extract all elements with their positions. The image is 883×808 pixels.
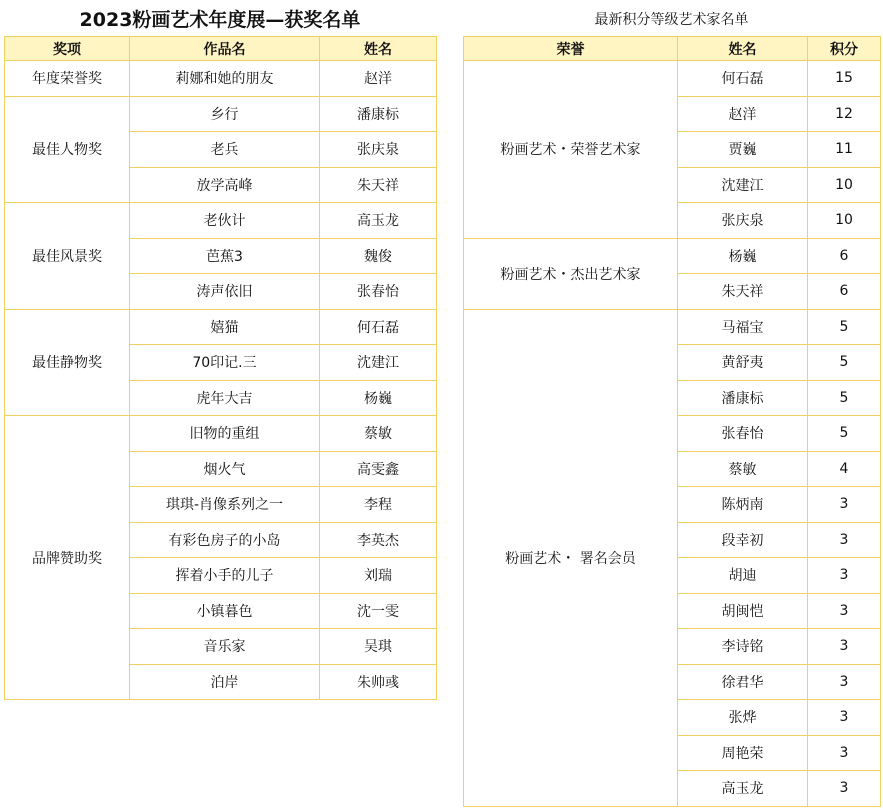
- header-name: 姓名: [320, 37, 437, 61]
- artist-cell: 黄舒夷: [678, 345, 808, 381]
- score-cell: 6: [808, 274, 881, 310]
- artist-cell: 贾巍: [678, 132, 808, 168]
- artist-cell: 张庆泉: [678, 203, 808, 239]
- artist-cell: 沈建江: [678, 167, 808, 203]
- name-cell: 刘瑞: [320, 558, 437, 594]
- score-cell: 10: [808, 167, 881, 203]
- work-cell: 挥着小手的儿子: [130, 558, 320, 594]
- name-cell: 赵洋: [320, 61, 437, 97]
- artist-cell: 徐君华: [678, 664, 808, 700]
- header-artist: 姓名: [678, 37, 808, 61]
- table-row: [5, 96, 437, 132]
- table-row: [5, 61, 437, 97]
- name-cell: 张春怡: [320, 274, 437, 310]
- score-cell: 5: [808, 380, 881, 416]
- score-cell: 4: [808, 451, 881, 487]
- artist-cell: 高玉龙: [678, 771, 808, 807]
- name-cell: 杨巍: [320, 380, 437, 416]
- score-cell: 6: [808, 238, 881, 274]
- score-cell: 5: [808, 345, 881, 381]
- table-row: [464, 238, 881, 274]
- score-cell: 3: [808, 700, 881, 736]
- name-cell: 沈建江: [320, 345, 437, 381]
- name-cell: 蔡敏: [320, 416, 437, 452]
- work-cell: 旧物的重组: [130, 416, 320, 452]
- work-cell: 涛声依旧: [130, 274, 320, 310]
- artist-cell: 胡闽恺: [678, 593, 808, 629]
- awards-header-row: [5, 37, 437, 61]
- score-cell: 5: [808, 416, 881, 452]
- name-cell: 何石磊: [320, 309, 437, 345]
- awards-title: 2023粉画艺术年度展—获奖名单: [79, 9, 361, 31]
- work-cell: 小镇暮色: [130, 593, 320, 629]
- header-work: 作品名: [130, 37, 320, 61]
- work-cell: 放学高峰: [130, 167, 320, 203]
- table-row: [464, 309, 881, 345]
- artist-cell: 张春怡: [678, 416, 808, 452]
- name-cell: 张庆泉: [320, 132, 437, 168]
- artists-table: [463, 36, 881, 807]
- name-cell: 魏俊: [320, 238, 437, 274]
- work-cell: 乡行: [130, 96, 320, 132]
- table-row: [5, 203, 437, 239]
- score-cell: 3: [808, 735, 881, 771]
- award-cell: 最佳风景奖: [5, 203, 130, 310]
- award-cell: 最佳静物奖: [5, 309, 130, 416]
- artist-cell: 陈炳南: [678, 487, 808, 523]
- award-cell: 品牌赞助奖: [5, 416, 130, 700]
- score-cell: 11: [808, 132, 881, 168]
- name-cell: 高雯鑫: [320, 451, 437, 487]
- score-cell: 3: [808, 558, 881, 594]
- awards-table: [4, 36, 437, 700]
- work-cell: 音乐家: [130, 629, 320, 665]
- score-cell: 12: [808, 96, 881, 132]
- header-award: 奖项: [5, 37, 130, 61]
- table-row: [464, 61, 881, 97]
- work-cell: 烟火气: [130, 451, 320, 487]
- work-cell: 70印记.三: [130, 345, 320, 381]
- honor-cell: 粉画艺术・杰出艺术家: [464, 238, 678, 309]
- work-cell: 老兵: [130, 132, 320, 168]
- artists-title: 最新积分等级艺术家名单: [594, 12, 749, 28]
- artist-cell: 潘康标: [678, 380, 808, 416]
- honor-cell: 粉画艺术・ 署名会员: [464, 309, 678, 806]
- score-cell: 3: [808, 593, 881, 629]
- artists-header-row: [464, 37, 881, 61]
- score-cell: 10: [808, 203, 881, 239]
- artist-cell: 段幸初: [678, 522, 808, 558]
- work-cell: 莉娜和她的朋友: [130, 61, 320, 97]
- name-cell: 吴琪: [320, 629, 437, 665]
- score-cell: 3: [808, 629, 881, 665]
- name-cell: 沈一雯: [320, 593, 437, 629]
- header-honor: 荣誉: [464, 37, 678, 61]
- work-cell: 虎年大吉: [130, 380, 320, 416]
- table-row: [5, 416, 437, 452]
- name-cell: 潘康标: [320, 96, 437, 132]
- score-cell: 15: [808, 61, 881, 97]
- artist-cell: 赵洋: [678, 96, 808, 132]
- work-cell: 老伙计: [130, 203, 320, 239]
- artist-cell: 胡迪: [678, 558, 808, 594]
- artist-cell: 马福宝: [678, 309, 808, 345]
- name-cell: 朱帅彧: [320, 664, 437, 700]
- header-score: 积分: [808, 37, 881, 61]
- score-cell: 3: [808, 522, 881, 558]
- name-cell: 朱天祥: [320, 167, 437, 203]
- work-cell: 嬉猫: [130, 309, 320, 345]
- name-cell: 高玉龙: [320, 203, 437, 239]
- artist-cell: 张烨: [678, 700, 808, 736]
- honor-cell: 粉画艺术・荣誉艺术家: [464, 61, 678, 239]
- work-cell: 泊岸: [130, 664, 320, 700]
- award-cell: 最佳人物奖: [5, 96, 130, 203]
- name-cell: 李程: [320, 487, 437, 523]
- name-cell: 李英杰: [320, 522, 437, 558]
- work-cell: 芭蕉3: [130, 238, 320, 274]
- award-cell: 年度荣誉奖: [5, 61, 130, 97]
- artist-cell: 周艳荣: [678, 735, 808, 771]
- artist-cell: 蔡敏: [678, 451, 808, 487]
- artist-cell: 李诗铭: [678, 629, 808, 665]
- table-row: [5, 309, 437, 345]
- artist-cell: 杨巍: [678, 238, 808, 274]
- score-cell: 3: [808, 771, 881, 807]
- score-cell: 5: [808, 309, 881, 345]
- artist-cell: 朱天祥: [678, 274, 808, 310]
- artist-cell: 何石磊: [678, 61, 808, 97]
- score-cell: 3: [808, 487, 881, 523]
- work-cell: 琪琪-肖像系列之一: [130, 487, 320, 523]
- score-cell: 3: [808, 664, 881, 700]
- work-cell: 有彩色房子的小岛: [130, 522, 320, 558]
